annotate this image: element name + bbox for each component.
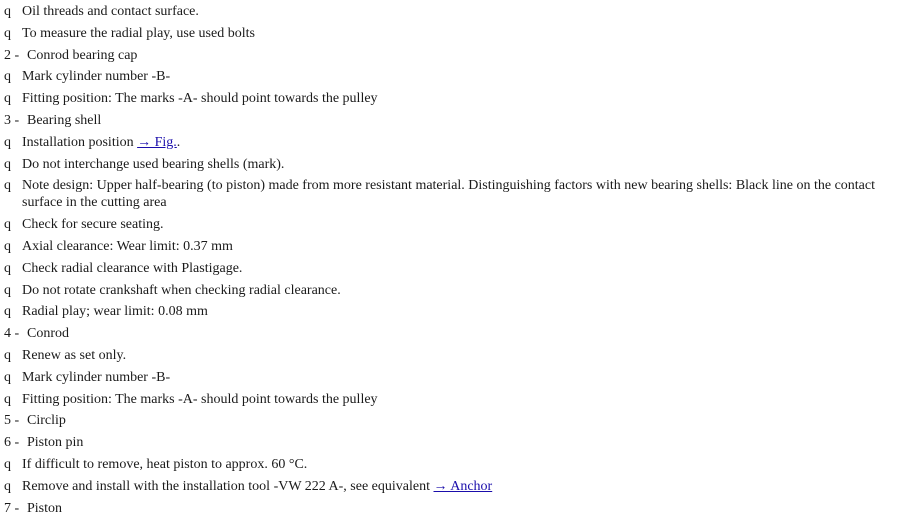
- item-number: 5 -: [4, 413, 20, 429]
- item-title: [27, 47, 900, 64]
- item-number: 6 -: [4, 435, 20, 451]
- bullet-item: [0, 3, 900, 20]
- text-content: Renew as set only.: [22, 347, 127, 363]
- bullet-item: [0, 156, 900, 173]
- text-content: Check radial clearance with Plastigage.: [22, 260, 243, 276]
- text-content: Conrod: [27, 326, 69, 342]
- bullet-item: [0, 456, 900, 473]
- bullet-item: [0, 134, 900, 151]
- bullet-text: [22, 177, 900, 211]
- bullet-item: [0, 478, 900, 495]
- item-number: 7 -: [4, 500, 20, 516]
- bullet-item: [0, 391, 900, 408]
- bullet-marker: q: [4, 91, 11, 107]
- text-content: Mark cylinder number -B-: [22, 69, 171, 85]
- text-content: Circlip: [27, 413, 66, 429]
- bullet-text: [22, 216, 900, 233]
- bullet-text: [22, 3, 900, 20]
- bullet-text: [22, 369, 900, 386]
- item-heading: [0, 325, 900, 342]
- bullet-marker: q: [4, 25, 11, 41]
- bullet-marker: q: [4, 456, 11, 472]
- bullet-item: [0, 90, 900, 107]
- bullet-text: [22, 90, 900, 107]
- item-number: 3 -: [4, 112, 20, 128]
- bullet-item: [0, 303, 900, 320]
- bullet-marker: q: [4, 282, 11, 298]
- bullet-marker: q: [4, 478, 11, 494]
- item-title: [27, 500, 900, 517]
- bullet-text: [22, 347, 900, 364]
- item-title: [27, 412, 900, 429]
- bullet-item: [0, 216, 900, 233]
- text-content: Bearing shell: [27, 112, 102, 128]
- item-heading: [0, 500, 900, 517]
- cross-reference-link[interactable]: → Anchor: [433, 478, 493, 494]
- text-content: Check for secure seating.: [22, 217, 164, 233]
- bullet-marker: q: [4, 156, 11, 172]
- bullet-marker: q: [4, 304, 11, 320]
- item-number: 2 -: [4, 47, 20, 63]
- bullet-marker: q: [4, 178, 11, 194]
- bullet-text: [22, 456, 900, 473]
- text-content: Remove and install with the installation tool -VW 222 A-, see equivalent: [22, 478, 434, 494]
- bullet-marker: q: [4, 217, 11, 233]
- bullet-item: [0, 68, 900, 85]
- bullet-marker: q: [4, 347, 11, 363]
- item-heading: [0, 112, 900, 129]
- bullet-text: [22, 303, 900, 320]
- bullet-item: [0, 260, 900, 277]
- text-content: Oil threads and contact surface.: [22, 4, 199, 19]
- text-content: Installation position: [22, 134, 138, 150]
- bullet-item: [0, 238, 900, 255]
- bullet-text: [22, 282, 900, 299]
- item-title: [27, 325, 900, 342]
- bullet-text: [22, 134, 900, 151]
- text-content: Axial clearance: Wear limit: 0.37 mm: [22, 238, 233, 254]
- bullet-marker: q: [4, 238, 11, 254]
- text-content: Do not interchange used bearing shells (mark).: [22, 156, 285, 172]
- text-content: To measure the radial play, use used bolts: [22, 25, 255, 41]
- bullet-text: [22, 25, 900, 42]
- text-content: Conrod bearing cap: [27, 47, 138, 63]
- bullet-text: [22, 391, 900, 408]
- text-content: Piston: [27, 500, 63, 516]
- bullet-marker: q: [4, 134, 11, 150]
- text-content: Piston pin: [27, 435, 84, 451]
- item-heading: [0, 434, 900, 451]
- bullet-text: [22, 238, 900, 255]
- bullet-marker: q: [4, 4, 11, 19]
- bullet-text: [22, 68, 900, 85]
- text-content: Radial play; wear limit: 0.08 mm: [22, 304, 208, 320]
- bullet-marker: q: [4, 369, 11, 385]
- text-content: Note design: Upper half-bearing (to piston) made from more resistant material. Distinguishing factors with new bearing shells: Black line on the contact surface in the cutting area: [22, 178, 875, 211]
- text-suffix: .: [176, 134, 181, 150]
- text-content: Mark cylinder number -B-: [22, 369, 171, 385]
- bullet-text: [22, 478, 900, 495]
- bullet-marker: q: [4, 260, 11, 276]
- bullet-item: [0, 282, 900, 299]
- bullet-marker: q: [4, 391, 11, 407]
- bullet-item: [0, 347, 900, 364]
- bullet-text: [22, 156, 900, 173]
- item-title: [27, 112, 900, 129]
- item-heading: [0, 412, 900, 429]
- text-content: If difficult to remove, heat piston to approx. 60 °C.: [22, 456, 308, 472]
- text-content: Fitting position: The marks -A- should point towards the pulley: [22, 391, 378, 407]
- item-title: [27, 434, 900, 451]
- bullet-item: [0, 177, 900, 211]
- text-content: Fitting position: The marks -A- should point towards the pulley: [22, 91, 378, 107]
- cross-reference-link[interactable]: → Fig.: [137, 134, 177, 150]
- bullet-item: [0, 369, 900, 386]
- item-heading: [0, 47, 900, 64]
- item-number: 4 -: [4, 326, 20, 342]
- bullet-text: [22, 260, 900, 277]
- text-content: Do not rotate crankshaft when checking radial clearance.: [22, 282, 341, 298]
- bullet-marker: q: [4, 69, 11, 85]
- bullet-item: [0, 25, 900, 42]
